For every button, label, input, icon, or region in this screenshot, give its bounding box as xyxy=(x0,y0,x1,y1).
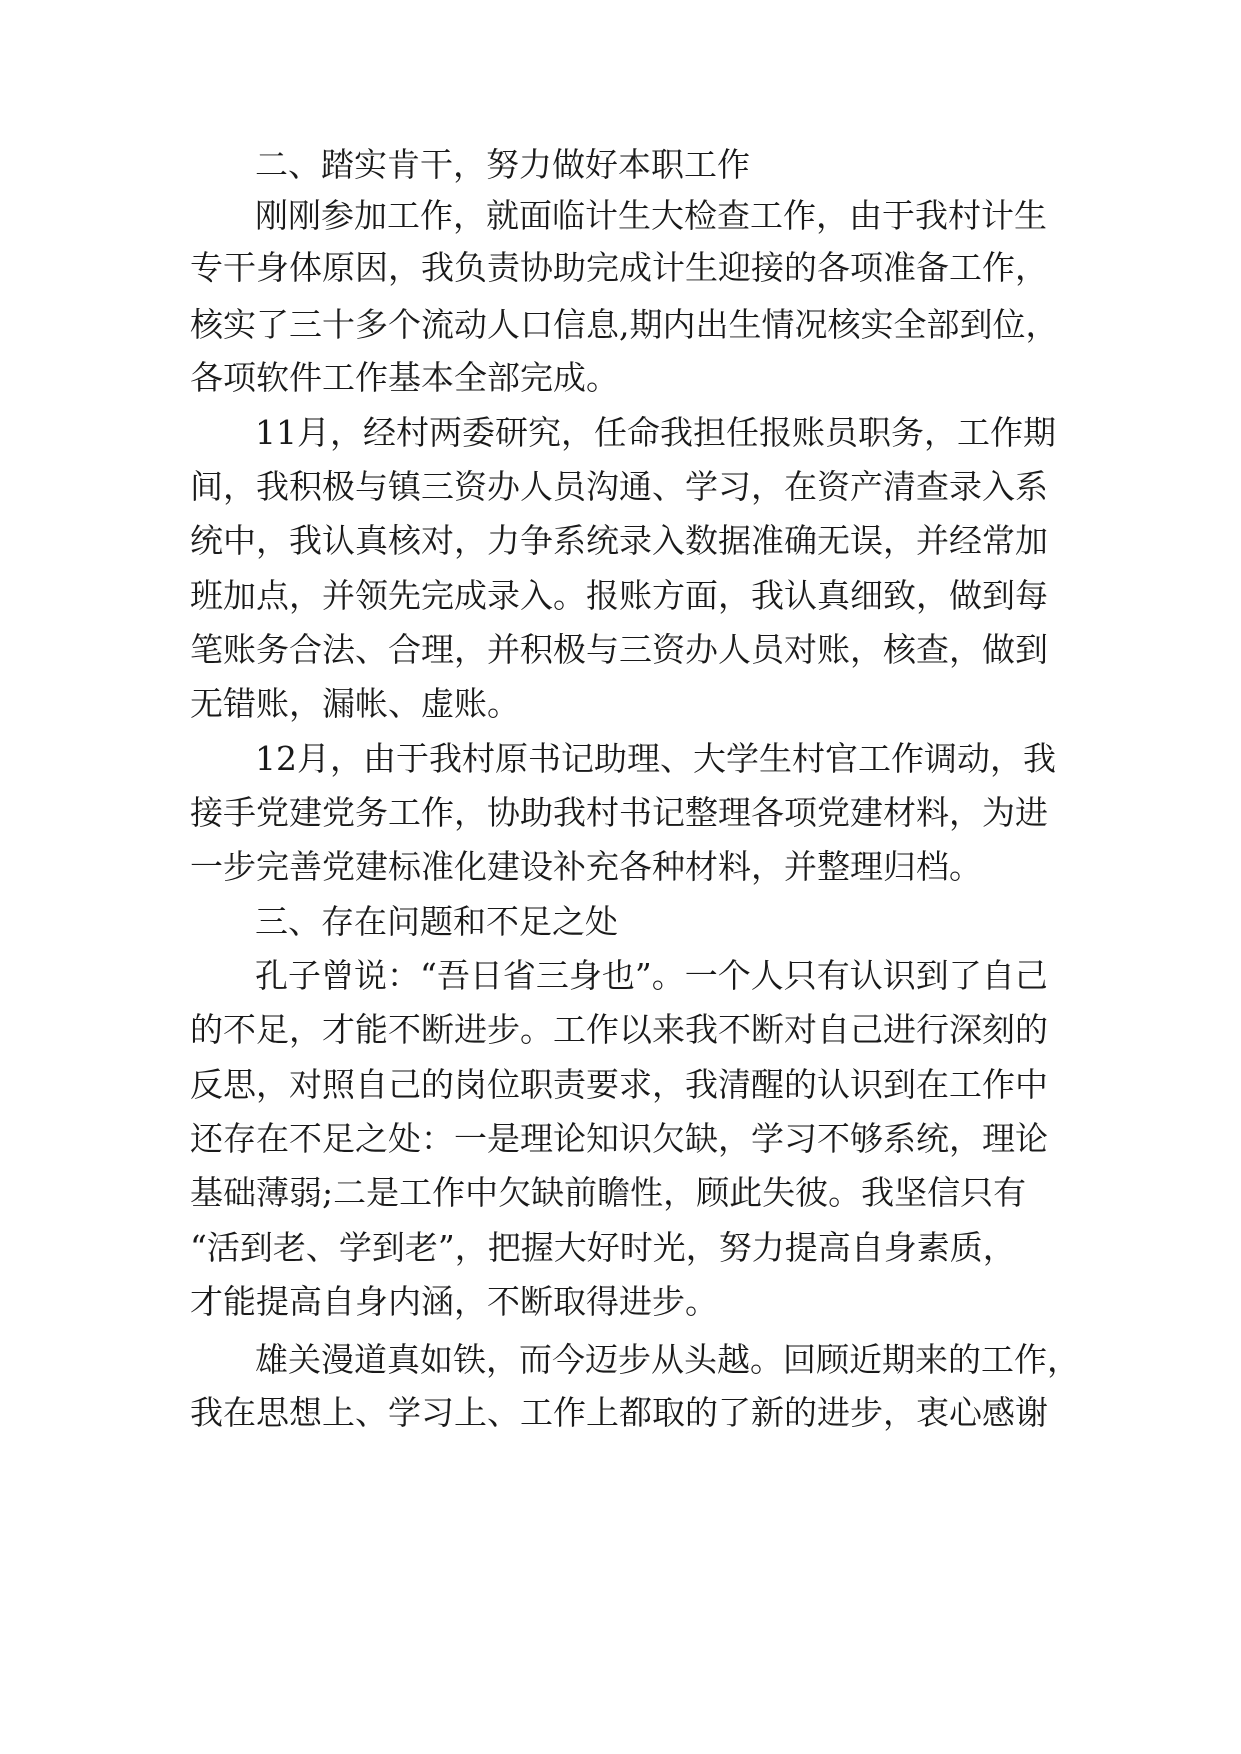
paragraph-line: 反思，对照自己的岗位职责要求，我清醒的认识到在工作中 xyxy=(190,1065,1048,1104)
paragraph-line: 孔子曾说：“吾日省三身也”。一个人只有认识到了自己 xyxy=(255,956,1048,995)
paragraph-line: “活到老、学到老”，把握大好时光，努力提高自身素质， xyxy=(190,1228,1016,1267)
paragraph-line: 无错账，漏帐、虚账。 xyxy=(190,684,520,723)
paragraph-line: 核实了三十多个流动人口信息,期内出生情况核实全部到位， xyxy=(190,305,1059,344)
paragraph-line: 一步完善党建标准化建设补充各种材料，并整理归档。 xyxy=(190,847,982,886)
paragraph-line: 间，我积极与镇三资办人员沟通、学习，在资产清查录入系 xyxy=(190,467,1048,506)
paragraph-line: 的不足，才能不断进步。工作以来我不断对自己进行深刻的 xyxy=(190,1010,1048,1049)
paragraph-line: 统中，我认真核对，力争系统录入数据准确无误，并经常加 xyxy=(190,521,1048,560)
paragraph-line: 12月，由于我村原书记助理、大学生村官工作调动，我 xyxy=(255,739,1056,778)
paragraph-line: 笔账务合法、合理，并积极与三资办人员对账，核查，做到 xyxy=(190,630,1048,669)
paragraph-line: 刚刚参加工作，就面临计生大检查工作，由于我村计生 xyxy=(255,196,1047,235)
paragraph-line: 专干身体原因，我负责协助完成计生迎接的各项准备工作， xyxy=(190,248,1048,287)
paragraph-line: 基础薄弱;二是工作中欠缺前瞻性，顾此失彼。我坚信只有 xyxy=(190,1173,1027,1212)
paragraph-line: 11月，经村两委研究，任命我担任报账员职务，工作期 xyxy=(255,413,1056,452)
paragraph-line: 我在思想上、学习上、工作上都取的了新的进步，衷心感谢 xyxy=(190,1393,1048,1432)
heading-section-two: 二、踏实肯干，努力做好本职工作 xyxy=(255,145,750,184)
paragraph-line: 才能提高自身内涵，不断取得进步。 xyxy=(190,1282,718,1321)
paragraph-line: 班加点，并领先完成录入。报账方面，我认真细致，做到每 xyxy=(190,576,1048,615)
heading-section-three: 三、存在问题和不足之处 xyxy=(255,902,618,941)
paragraph-line: 还存在不足之处：一是理论知识欠缺，学习不够系统，理论 xyxy=(190,1119,1048,1158)
paragraph-line: 各项软件工作基本全部完成。 xyxy=(190,358,619,397)
paragraph-line: 接手党建党务工作，协助我村书记整理各项党建材料，为进 xyxy=(190,793,1048,832)
paragraph-line: 雄关漫道真如铁，而今迈步从头越。回顾近期来的工作， xyxy=(255,1340,1080,1379)
